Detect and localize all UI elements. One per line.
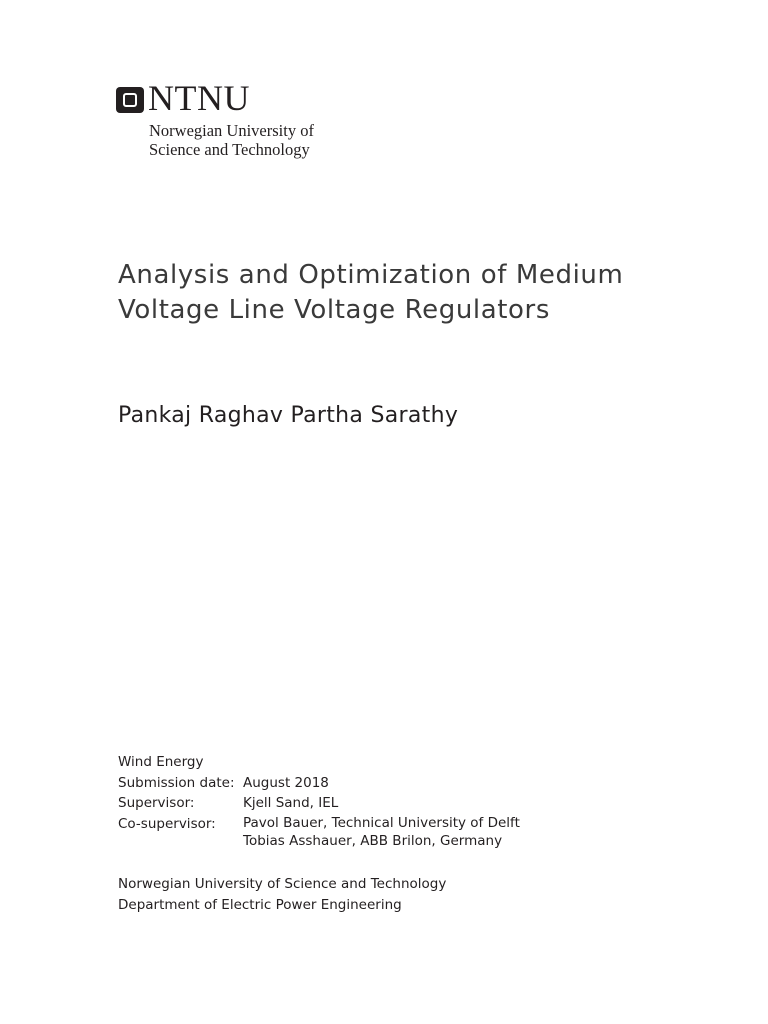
document-title <box>118 258 678 328</box>
supervisor-row <box>118 793 520 814</box>
ntnu-logo <box>116 78 376 164</box>
cosupervisor-value-2: Tobias Asshauer, ABB Brilon, Germany <box>243 832 503 849</box>
cosupervisor-row <box>118 814 520 850</box>
supervisor-label: Supervisor: <box>118 795 195 811</box>
ntnu-logo-mark-icon <box>116 87 144 113</box>
study-program: Wind Energy <box>118 754 204 770</box>
cosupervisor-value-1: Pavol Bauer, Technical University of Delft <box>243 814 520 831</box>
logo-subtitle-line2: Science and Technology <box>149 140 310 159</box>
title-line2: Voltage Line Voltage Regulators <box>118 295 550 325</box>
cosupervisor-label: Co-supervisor: <box>118 815 216 832</box>
submission-value: August 2018 <box>243 774 329 791</box>
logo-subtitle-line1: Norwegian University of <box>149 121 314 140</box>
thesis-details <box>118 752 520 850</box>
department-name: Department of Electric Power Engineering <box>118 896 402 913</box>
submission-label: Submission date: <box>118 774 235 791</box>
institution-block <box>118 874 446 915</box>
author-name: Pankaj Raghav Partha Sarathy <box>118 403 459 428</box>
cosupervisor-values <box>243 814 520 850</box>
logo-name: NTNU <box>148 78 250 118</box>
logo-subtitle <box>149 121 314 159</box>
university-name: Norwegian University of Science and Technology <box>118 876 447 892</box>
title-line1: Analysis and Optimization of Medium <box>118 260 624 290</box>
submission-row <box>118 773 520 794</box>
supervisor-value: Kjell Sand, IEL <box>243 795 339 811</box>
